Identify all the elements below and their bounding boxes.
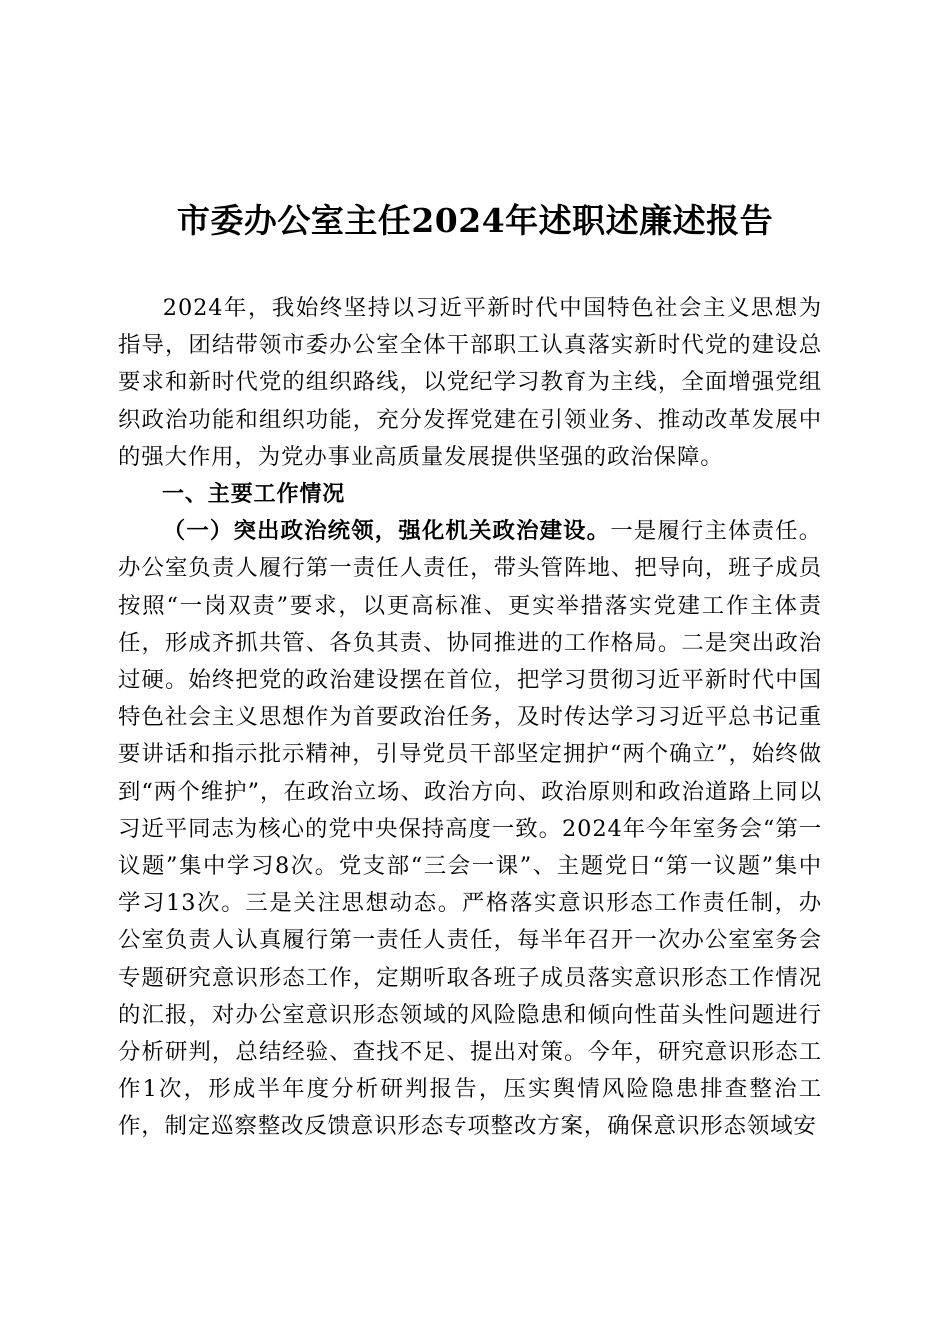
document-body bbox=[118, 290, 822, 1146]
subsection-paragraph bbox=[118, 513, 822, 1145]
subsection-body: 一是履行主体责任。办公室负责人履行第一责任人责任，带头管阵地、把导向，班子成员按照“一岗双责”要求，以更高标准、更实举措落实党建工作主体责任，形成齐抓共管、各负其责、协同推进的工作格局。二是突出政治过硬。始终把党的政治建设摆在首位，把学习贯彻习近平新时代中国特色社会主义思想作为首要政治任务，及时传达学习习近平总书记重要讲话和指示批示精神，引导党员干部坚定拥护“两个确立”，始终做到“两个维护”，在政治立场、政治方向、政治原则和政治道路上同以习近平同志为核心的党中央保持高度一致。2024年今年室务会“第一议题”集中学习8次。党支部“三会一课”、主题党日“第一议题”集中学习13次。三是关注思想动态。严格落实意识形态工作责任制，办公室负责人认真履行第一责任人责任，每半年召开一次办公室室务会专题研究意识形态工作，定期听取各班子成员落实意识形态工作情况的汇报，对办公室意识形态领域的风险隐患和倾向性苗头性问题进行分析研判，总结经验、查找不足、提出对策。今年，研究意识形态工作1次，形成半年度分析研判报告，压实舆情风险隐患排查整治工作，制定巡察整改反馈意识形态专项整改方案，确保意识形态领域安 bbox=[118, 518, 822, 1140]
intro-paragraph: 2024年，我始终坚持以习近平新时代中国特色社会主义思想为指导，团结带领市委办公室全体干部职工认真落实新时代党的建设总要求和新时代党的组织路线，以党纪学习教育为主线，全面增强党组织政治功能和组织功能，充分发挥党建在引领业务、推动改革发展中的强大作用，为党办事业高质量发展提供坚强的政治保障。 bbox=[118, 295, 822, 470]
subsection-heading: （一）突出政治统领，强化机关政治建设。 bbox=[162, 518, 611, 545]
section-heading: 一、主要工作情况 bbox=[162, 482, 346, 508]
document-title: 市委办公室主任2024年述职述廉述报告 bbox=[176, 201, 774, 240]
